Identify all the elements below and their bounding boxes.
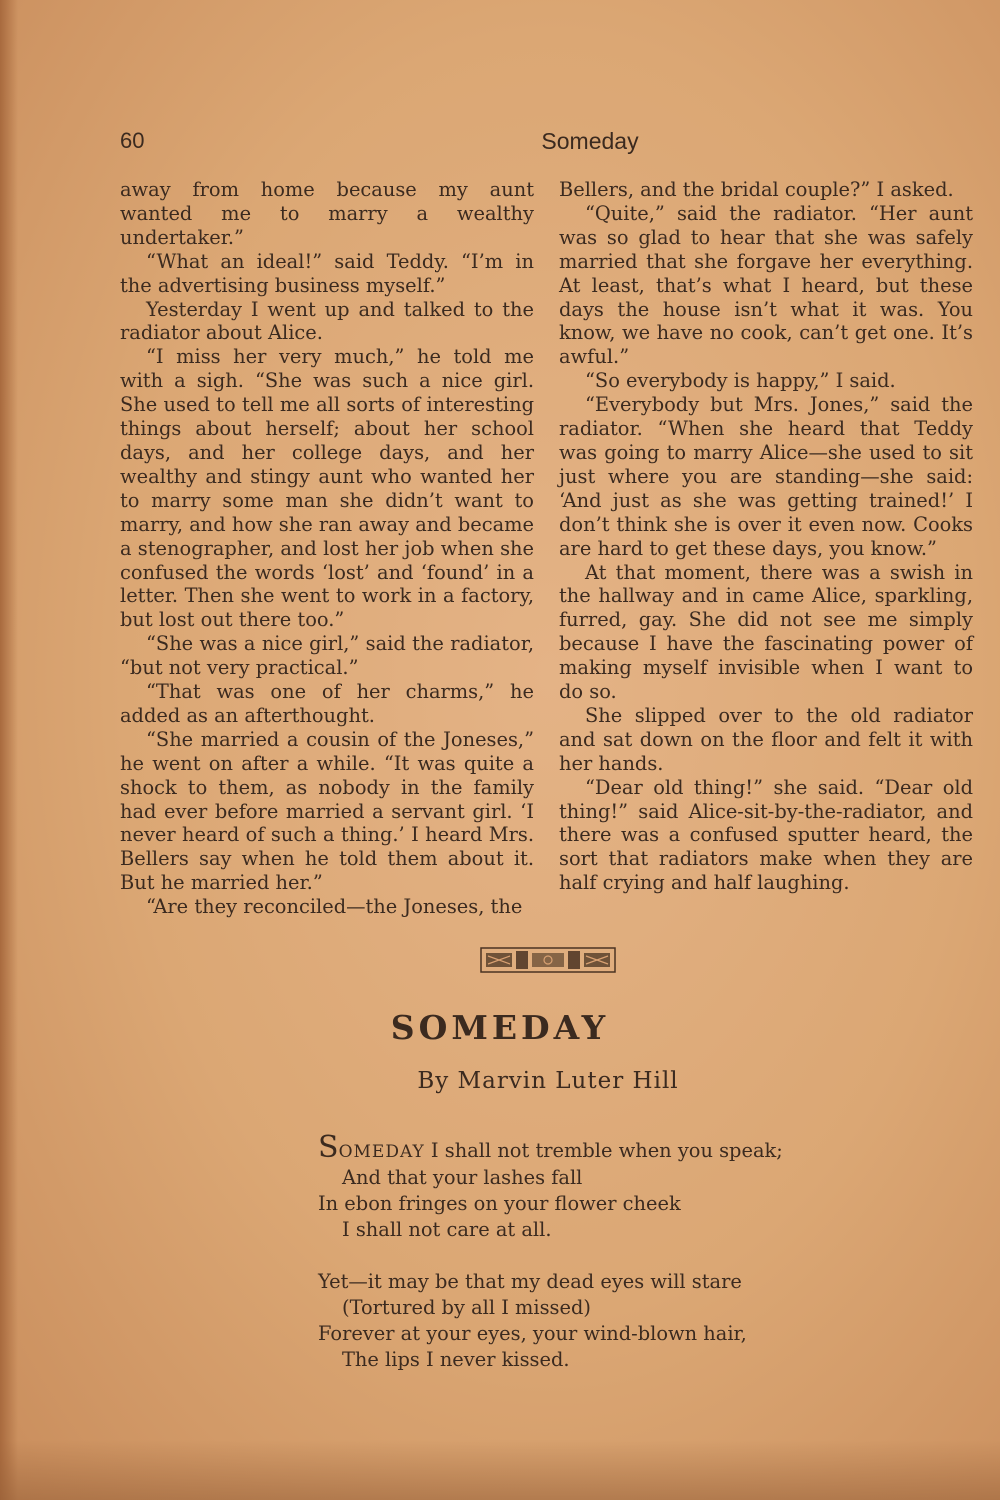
drop-cap: S bbox=[318, 1130, 339, 1165]
poem-line: And that your lashes fall bbox=[342, 1166, 583, 1189]
paragraph: “What an ideal!” said Teddy. “I’m in the advertising business myself.” bbox=[120, 249, 534, 297]
poem-line: Forever at your eyes, your wind-blown hair, bbox=[318, 1322, 747, 1345]
ornament-divider-icon bbox=[480, 946, 616, 974]
first-line-text: I shall not tremble when you speak; bbox=[424, 1139, 783, 1162]
poem-line: Yet—it may be that my dead eyes will stare bbox=[318, 1270, 742, 1293]
paragraph: “She married a cousin of the Joneses,” he went on after a while. “It was quite a shock to them, as nobody in the family had ever before married a servant girl. ‘I never heard of such a thing.’ I heard Mrs. Bellers say when he told them about it. But he married her.” bbox=[120, 727, 534, 895]
poem-line: (Tortured by all I missed) bbox=[342, 1296, 591, 1319]
paragraph: away from home because my aunt wanted me to marry a wealthy undertaker.” bbox=[120, 178, 534, 249]
page-edge-shadow bbox=[0, 0, 18, 1500]
paragraph: Yesterday I went up and talked to the radiator about Alice. bbox=[120, 297, 534, 345]
page-bottom-shadow bbox=[0, 1440, 1000, 1500]
page-header bbox=[120, 128, 980, 162]
paragraph: “Are they reconciled—the Joneses, the bbox=[146, 895, 523, 919]
paragraph: “Everybody but Mrs. Jones,” said the radiator. “When she heard that Teddy was going to marry Alice—she used to sit just where you are standing—she said: ‘And just as she was getting trained!’ I don’t think she is over it even now. Cooks are hard to get these days, you know.” bbox=[559, 393, 973, 560]
poem-byline: By Marvin Luter Hill bbox=[417, 1068, 679, 1094]
paragraph: “That was one of her charms,” he added as an afterthought. bbox=[120, 680, 534, 727]
page-number: 60 bbox=[120, 128, 145, 153]
paragraph: “Quite,” said the radiator. “Her aunt was so glad to hear that she was safely married that she forgave her everything. At least, that’s what I heard, but these days the house isn’t what it was. You know, we have no cook, can’t get one. It’s awful.” bbox=[559, 201, 973, 369]
poem-line: The lips I never kissed. bbox=[342, 1348, 570, 1371]
paragraph: Bellers, and the bridal couple?” I asked. bbox=[559, 178, 954, 201]
paragraph: “Dear old thing!” she said. “Dear old thing!” said Alice-sit-by-the-radiator, and there was a confused sputter heard, the sort that radiators make when they are half crying and half laughing. bbox=[559, 775, 973, 895]
paragraph: “She was a nice girl,” said the radiator, “but not very practical.” bbox=[120, 632, 534, 680]
poem-line: In ebon fringes on your flower cheek bbox=[318, 1192, 681, 1215]
stanza bbox=[318, 1130, 918, 1243]
first-word: OMEDAY bbox=[338, 1142, 425, 1162]
poem-line bbox=[318, 1130, 918, 1165]
poem-title: SOMEDAY bbox=[390, 1008, 610, 1047]
running-title: Someday bbox=[541, 128, 639, 154]
left-column bbox=[120, 178, 534, 919]
right-column bbox=[559, 178, 973, 895]
poem-body bbox=[318, 1130, 918, 1399]
stanza bbox=[318, 1269, 918, 1373]
paragraph: “So everybody is happy,” I said. bbox=[585, 369, 896, 393]
paragraph: She slipped over to the old radiator and sat down on the floor and felt it with her hands. bbox=[559, 703, 973, 775]
paragraph: At that moment, there was a swish in the hallway and in came Alice, sparkling, furred, gay. She did not see me simply because I have the fascinating power of making myself invisible when I want to do so. bbox=[559, 560, 973, 704]
poem-line: I shall not care at all. bbox=[342, 1218, 552, 1241]
paragraph: “I miss her very much,” he told me with a sigh. “She was such a nice girl. She used to tell me all sorts of interesting things about herself; about her school days, and her college days, and her wealthy and stingy aunt who wanted her to marry some man she didn’t want to marry, and how she ran away and became a stenographer, and lost her job when she confused the words ‘lost’ and ‘found’ in a letter. Then she went to work in a factory, but lost out there too.” bbox=[120, 345, 534, 632]
